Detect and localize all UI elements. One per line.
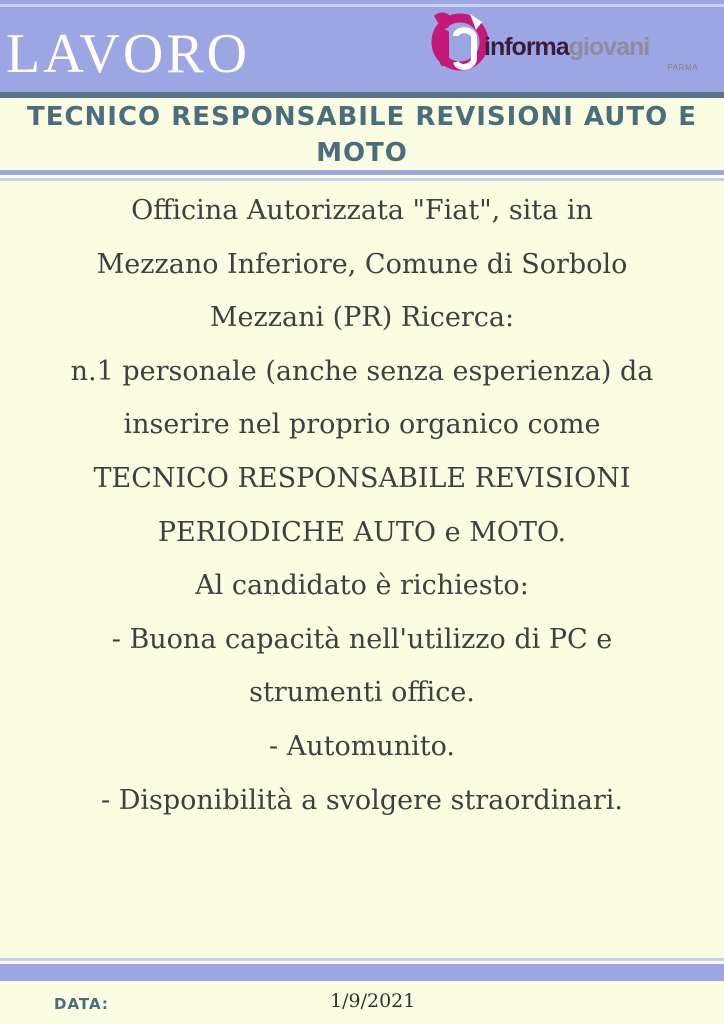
title-divider-thin: [0, 178, 724, 181]
footer-line: [0, 958, 724, 961]
body-line: - Buona capacità nell'utilizzo di PC e: [111, 623, 613, 655]
body-line: PERIODICHE AUTO e MOTO.: [157, 516, 567, 548]
logo-wordmark: [484, 32, 649, 62]
body-line: strumenti office.: [249, 677, 475, 709]
body-line: TECNICO RESPONSABILE REVISIONI: [93, 462, 631, 494]
date-value: 1/9/2021: [330, 990, 416, 1012]
footer-band: [0, 964, 724, 981]
body-line: inserire nel proprio organico come: [123, 409, 601, 441]
job-description: [0, 184, 724, 827]
logo-wordmark-part1: informa: [484, 33, 569, 61]
informagiovani-logo: [426, 8, 718, 80]
body-line: Officina Autorizzata "Fiat", sita in: [131, 195, 593, 226]
body-line: Mezzano Inferiore, Comune di Sorbolo: [96, 248, 628, 280]
body-line: - Disponibilità a svolgere straordinari.: [101, 784, 623, 816]
logo-city: PARMA: [667, 63, 698, 72]
job-title-line-2: MOTO: [316, 138, 408, 168]
header-divider: [0, 92, 724, 98]
job-title: [0, 99, 724, 171]
category-heading: LAVORO: [6, 23, 251, 85]
body-line: Al candidato è richiesto:: [195, 570, 529, 602]
body-line: - Automunito.: [269, 730, 455, 762]
ig-logo-mark: [426, 8, 488, 74]
job-title-line-1: TECNICO RESPONSABILE REVISIONI AUTO E: [26, 102, 698, 132]
header-top-line: [0, 4, 724, 7]
logo-wordmark-part2: giovani: [568, 33, 650, 61]
title-divider: [0, 170, 724, 175]
body-line: Mezzani (PR) Ricerca:: [209, 302, 515, 334]
date-label: DATA:: [54, 995, 109, 1013]
body-line: n.1 personale (anche senza esperienza) da: [70, 355, 654, 387]
